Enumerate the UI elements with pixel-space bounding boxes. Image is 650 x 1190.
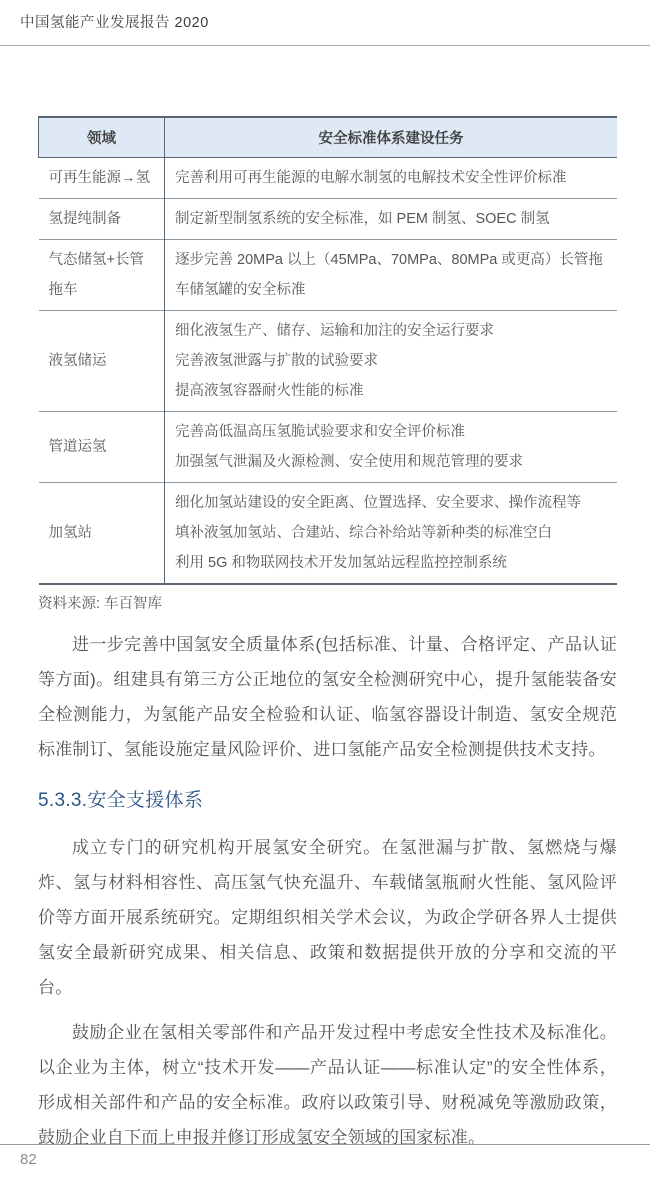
task-line: 完善液氢泄露与扩散的试验要求 bbox=[175, 352, 378, 369]
table-row bbox=[39, 157, 618, 198]
page-header bbox=[0, 0, 650, 34]
task-line: 细化加氢站建设的安全距离、位置选择、安全要求、操作流程等 bbox=[175, 494, 581, 511]
task-line: 利用 5G 和物联网技术开发加氢站远程监控控制系统 bbox=[175, 554, 507, 571]
section-heading: 5.3.3.安全支援体系 bbox=[38, 789, 204, 811]
header-divider bbox=[0, 45, 650, 46]
table-row bbox=[39, 310, 618, 411]
column-header-tasks: 安全标准体系建设任务 bbox=[165, 117, 618, 157]
table-row bbox=[39, 482, 618, 584]
field-cell: 加氢站 bbox=[39, 482, 165, 584]
tasks-cell bbox=[165, 411, 618, 482]
tasks-cell bbox=[165, 310, 618, 411]
safety-standards-table bbox=[38, 116, 617, 585]
tasks-cell bbox=[165, 198, 618, 239]
task-line: 逐步完善 20MPa 以上（45MPa、70MPa、80MPa 或更高）长管拖车储氢罐的安全标准 bbox=[175, 251, 603, 298]
paragraph-enterprise-standards: 鼓励企业在氢相关零部件和产品开发过程中考虑安全性技术及标准化。以企业为主体，树立“技术开发——产品认证——标准认定”的安全性体系，形成相关部件和产品的安全标准。政府以政策引导、财税减免等激励政策，鼓励企业自下而上申报并修订形成氢安全领域的国家标准。 bbox=[38, 1022, 617, 1147]
paragraph-quality-system: 进一步完善中国氢安全质量体系(包括标准、计量、合格评定、产品认证等方面)。组建具有第三方公正地位的氢安全检测研究中心，提升氢能装备安全检测能力，为氢能产品安全检验和认证、临氢容器设计制造、氢安全规范标准制订、氢能设施定量风险评价、进口氢能产品安全检测提供技术支持。 bbox=[38, 634, 617, 759]
paragraph-research-institute: 成立专门的研究机构开展氢安全研究。在氢泄漏与扩散、氢燃烧与爆炸、氢与材料相容性、高压氢气快充温升、车载储氢瓶耐火性能、氢风险评价等方面开展系统研究。定期组织相关学术会议，为政企学研各界人士提供氢安全最新研究成果、相关信息、政策和数据提供开放的分享和交流的平台。 bbox=[38, 837, 617, 997]
table-row bbox=[39, 198, 618, 239]
table-source-note: 资料来源: 车百智库 bbox=[38, 595, 163, 612]
tasks-cell bbox=[165, 157, 618, 198]
task-line: 细化液氢生产、储存、运输和加注的安全运行要求 bbox=[175, 322, 494, 339]
page-number: 82 bbox=[20, 1151, 37, 1168]
task-line: 完善利用可再生能源的电解水制氢的电解技术安全性评价标准 bbox=[175, 169, 567, 186]
page-footer bbox=[0, 1144, 650, 1168]
table-row bbox=[39, 411, 618, 482]
tasks-cell bbox=[165, 239, 618, 310]
task-line: 完善高低温高压氢脆试验要求和安全评价标准 bbox=[175, 423, 465, 440]
table-row bbox=[39, 239, 618, 310]
tasks-cell bbox=[165, 482, 618, 584]
page-content bbox=[38, 116, 617, 1155]
task-line: 加强氢气泄漏及火源检测、安全使用和规范管理的要求 bbox=[175, 453, 523, 470]
task-line: 制定新型制氢系统的安全标准，如 PEM 制氢、SOEC 制氢 bbox=[175, 210, 550, 227]
field-cell: 液氢储运 bbox=[39, 310, 165, 411]
field-cell: 氢提纯制备 bbox=[39, 198, 165, 239]
field-cell: 管道运氢 bbox=[39, 411, 165, 482]
document-title: 中国氢能产业发展报告 2020 bbox=[20, 15, 209, 31]
field-cell: 气态储氢+长管拖车 bbox=[39, 239, 165, 310]
footer-divider bbox=[0, 1144, 650, 1145]
task-line: 填补液氢加氢站、合建站、综合补给站等新种类的标准空白 bbox=[175, 524, 552, 541]
column-header-field: 领域 bbox=[39, 117, 165, 157]
table-header-row bbox=[39, 117, 618, 157]
field-cell: 可再生能源→氢 bbox=[39, 157, 165, 198]
task-line: 提高液氢容器耐火性能的标准 bbox=[175, 382, 364, 399]
